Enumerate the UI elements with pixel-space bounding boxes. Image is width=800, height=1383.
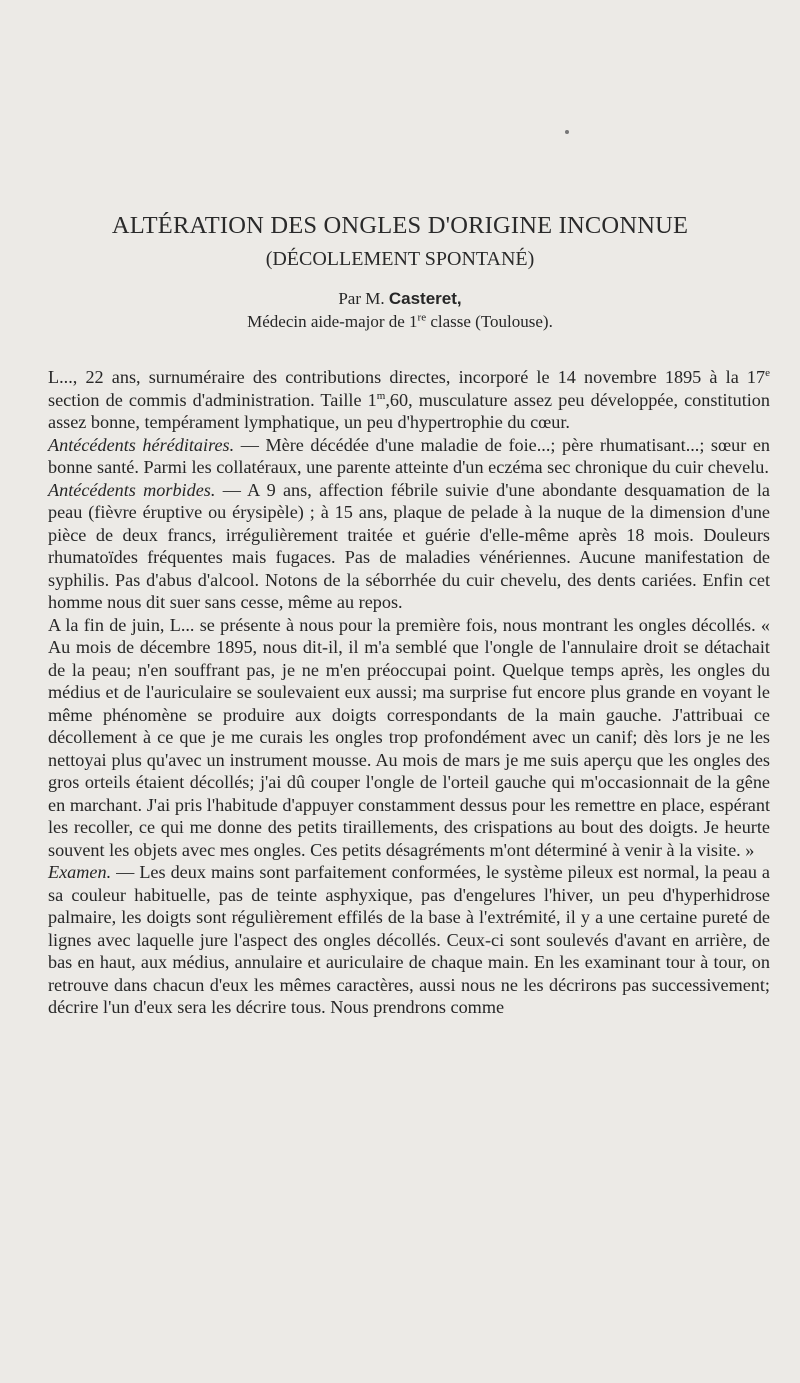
paragraph-exam xyxy=(48,861,770,1019)
article-title: ALTÉRATION DES ONGLES D'ORIGINE INCONNUE xyxy=(111,212,689,239)
section-label-exam: Examen. xyxy=(48,862,112,882)
article-subtitle: (DÉCOLLEMENT SPONTANÉ) xyxy=(265,248,535,270)
p1-part-b: section de commis d'administration. Taille 1 xyxy=(48,389,377,410)
affiliation-sup: re xyxy=(417,311,427,324)
p1-sup2: m xyxy=(376,389,386,402)
paragraph-hereditary xyxy=(48,434,770,479)
affiliation xyxy=(0,312,800,332)
byline-prefix: Par M. xyxy=(338,289,385,308)
byline xyxy=(0,289,800,309)
paragraph-morbid xyxy=(48,479,770,614)
p1-part-a: L..., 22 ans, surnuméraire des contributions directes, incorporé le 14 novembre 1895 à la 17 xyxy=(48,367,766,387)
ink-speck xyxy=(565,130,569,134)
p5-text: — Les deux mains sont parfaitement conformées, le système pileux est normal, la peau a sa couleur habituelle, pas de teinte asphyxique, pas d'engelures l'hiver, un peu d'hyperhidrose palmaire, les doigts sont régulièrement effilés de la base à l'extrémité, il y a une certaine pureté de lignes avec laquelle jure l'aspect des ongles décollés. Ceux-ci sont soulevés d'avant en arrière, de bas en haut, aux médius, annulaire et auriculaire de chaque main. En les examinant tour à tour, on retrouve dans chacun d'eux les mêmes caractères, aussi nous ne les décrirons pas successivement; décrire l'un d'eux sera les décrire tous. Nous prendrons comme xyxy=(48,862,770,1017)
p2-text: — Mère décédée d'une maladie de foie...; père rhumatisant...; sœur en bonne santé. Parmi les collatéraux, une parente atteinte d'un eczéma sec chronique du cuir chevelu. xyxy=(48,434,771,477)
section-label-hereditary: Antécédents héréditaires. xyxy=(48,434,235,455)
article-body xyxy=(48,366,770,1019)
p1-sup: e xyxy=(765,366,770,379)
author-name: Casteret, xyxy=(388,289,462,308)
p3-text: — A 9 ans, affection fébrile suivie d'une abondante desquamation de la peau (fièvre éruptive ou érysipèle) ; à 15 ans, plaque de pelade à la nuque de la dimension d'une pièce de deux francs, irrégulièrement traitée et guérie d'elle-même après 18 mois. Douleurs rhumatoïdes fréquentes mais fugaces. Pas de maladies vénériennes. Aucune manifestation de syphilis. Pas d'abus d'alcool. Notons de la séborrhée du cuir chevelu, des dents cariées. Enfin cet homme nous dit suer sans cesse, même au repos. xyxy=(48,479,770,612)
affiliation-pre: Médecin aide-major de 1 xyxy=(247,312,418,331)
p1-part-c: ,60, musculature assez peu développée, constitution assez bonne, tempérament lymphatique, un peu d'hypertrophie du cœur. xyxy=(48,389,770,432)
affiliation-post: classe (Toulouse). xyxy=(426,312,553,331)
paragraph-intro xyxy=(48,366,770,434)
section-label-morbid: Antécédents morbides. xyxy=(48,479,216,500)
paragraph-presentation: A la fin de juin, L... se présente à nous pour la première fois, nous montrant les ongles décollés. « Au mois de décembre 1895, nous dit-il, il m'a semblé que l'ongle de l'annulaire droit se détachait de la peau; n'en souffrant pas, je ne m'en préoccupai point. Quelque temps après, les ongles du médius et de l'auriculaire se soulevaient eux aussi; ma surprise fut encore plus grande en voyant le même phénomène se produire aux doigts correspondants de la main gauche. J'attribuai ce décollement à ce que je me curais les ongles trop profondément avec un canif; dès lors je ne les nettoyai plus qu'avec un instrument mousse. Au mois de mars je me suis aperçu que les ongles des gros orteils étaient décollés; j'ai dû couper l'ongle de l'orteil gauche qui m'occasionnait de la gêne en marchant. J'ai pris l'habitude d'appuyer constamment dessus pour les remettre en place, espérant les recoller, ce qui me donne des petits tiraillements, des crispations au bout des doigts. Je heurte souvent les objets avec mes ongles. Ces petits désagréments m'ont déterminé à venir à la visite. » xyxy=(48,614,770,860)
